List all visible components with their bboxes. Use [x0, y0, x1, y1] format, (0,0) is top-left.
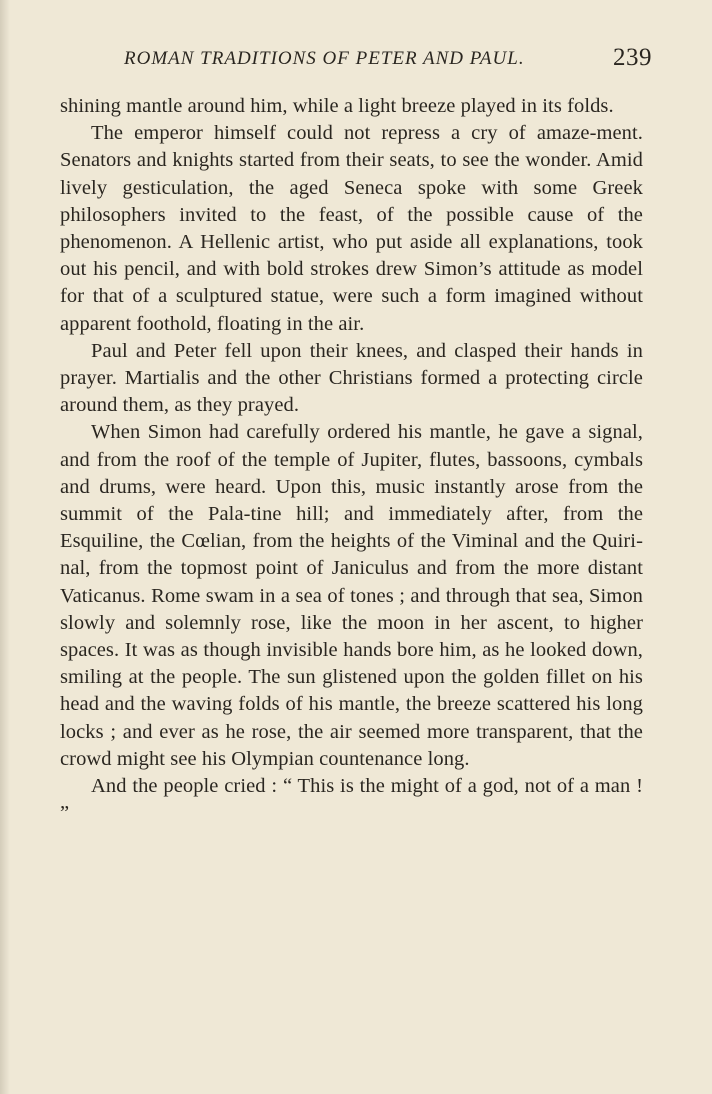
paragraph-2: The emperor himself could not repress a cry of amaze-ment. Senators and knights started from their seats, to see the wonder. Amid lively gesticulation, the aged Seneca spoke with some Greek philosophers invited to the feast, of the possible cause of the phenomenon. A Hellenic artist, who put aside all explanations, took out his pencil, and with bold strokes drew Simon’s attitude as model for that of a sculptured statue, were such a form imagined without apparent foothold, floating in the air. [60, 122, 643, 335]
body-text [60, 93, 643, 827]
paragraph-3: Paul and Peter fell upon their knees, and clasped their hands in prayer. Martialis and the other Christians formed a protecting circle around them, as they prayed. [60, 339, 643, 417]
binding-shadow [0, 0, 10, 1094]
paragraph-4: When Simon had carefully ordered his mantle, he gave a signal, and from the roof of the temple of Jupiter, flutes, bassoons, cymbals and drums, were heard. Upon this, music instantly arose from the summit of the Pala-tine hill; and immediately after, from the Esquiline, the Cœlian, from the heights of the Viminal and the Quiri-nal, from the topmost point of Janiculus and from the more distant Vaticanus. Rome swam in a sea of tones ; and through that sea, Simon slowly and solemnly rose, like the moon in her ascent, to higher spaces. It was as though invisible hands bore him, as he looked down, smiling at the people. The sun glistened upon the golden fillet on his head and the waving folds of his mantle, the breeze scattered his long locks ; and ever as he rose, the air seemed more transparent, that the crowd might see his Olympian countenance long. [60, 421, 643, 770]
page-number: 239 [613, 44, 652, 71]
page-header [60, 46, 652, 76]
paragraph-1: shining mantle around him, while a light breeze played in its folds. [60, 95, 614, 117]
paragraph-5: And the people cried : “ This is the might of a god, not of a man ! ” [60, 775, 643, 825]
running-title: ROMAN TRADITIONS OF PETER AND PAUL. [124, 48, 525, 69]
